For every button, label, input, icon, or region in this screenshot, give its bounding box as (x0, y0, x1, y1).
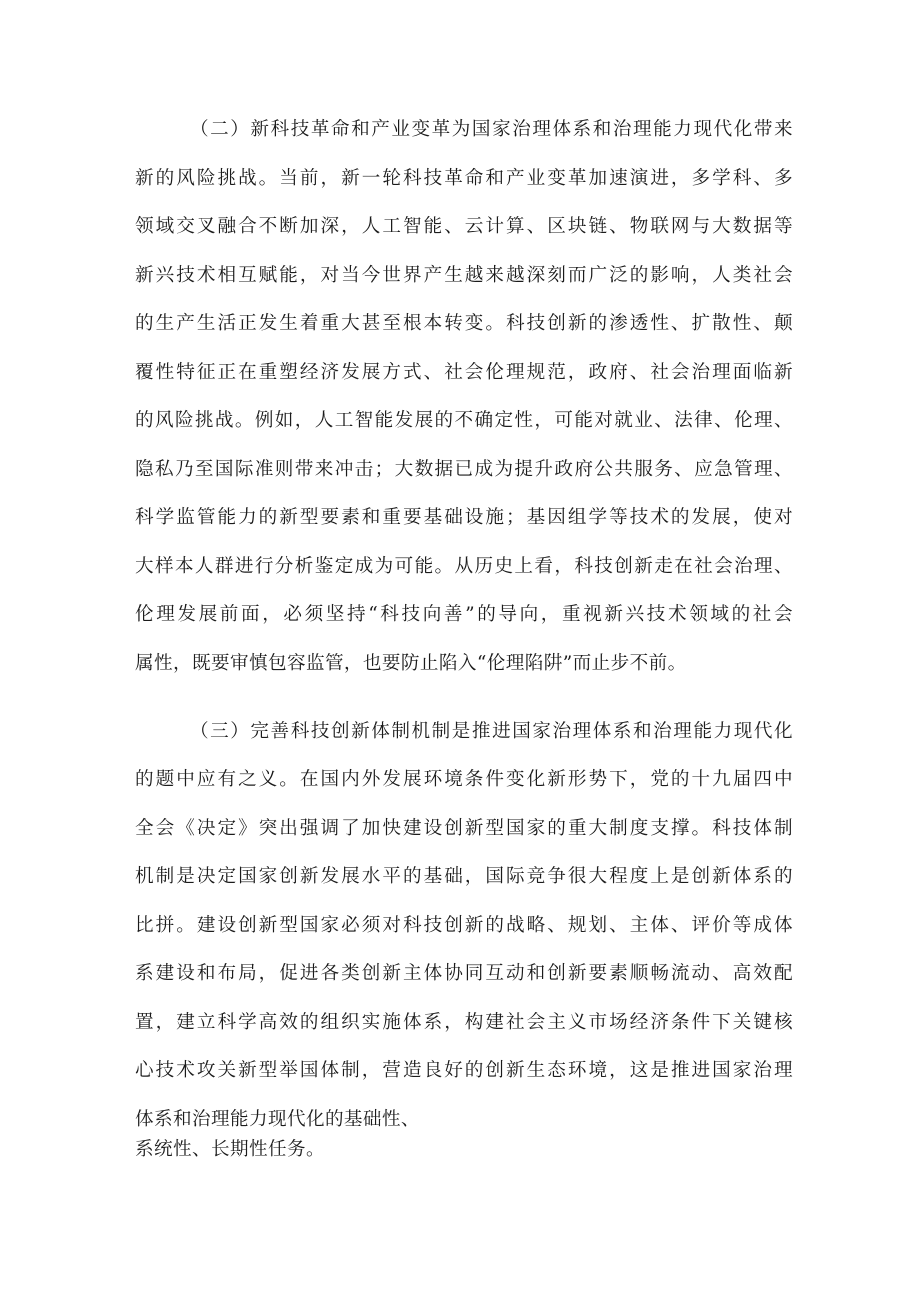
paragraph-3-line-3: 全会《决定》突出强调了加快建设创新型国家的重大制度支撑。科技体制 (135, 818, 793, 839)
paragraph-3-line-4: 机制是决定国家创新发展水平的基础，国际竞争很大程度上是创新体系的 (135, 866, 793, 887)
paragraph-3-line-1: （三）完善科技创新体制机制是推进国家治理体系和治理能力现代化 (190, 721, 793, 742)
paragraph-3-line-8: 心技术攻关新型举国体制，营造良好的创新生态环境，这是推进国家治理 (135, 1060, 793, 1081)
paragraph-2-line-12: 属性，既要审慎包容监管，也要防止陷入“伦理陷阱”而止步不前。 (135, 653, 687, 674)
paragraph-2-line-7: 的风险挑战。例如，人工智能发展的不确定性，可能对就业、法律、伦理、 (135, 410, 793, 431)
paragraph-3-line-6: 系建设和布局，促进各类创新主体协同互动和创新要素顺畅流动、高效配 (135, 963, 793, 984)
paragraph-3-line-10: 系统性、长期性任务。 (135, 1139, 325, 1160)
paragraph-3-line-2: 的题中应有之义。在国内外发展环境条件变化新形势下，党的十九届四中 (135, 769, 793, 790)
paragraph-2-line-3: 领域交叉融合不断加深，人工智能、云计算、区块链、物联网与大数据等 (135, 216, 793, 237)
paragraph-2-line-1: （二）新科技革命和产业变革为国家治理体系和治理能力现代化带来 (190, 119, 793, 140)
paragraph-2-line-9: 科学监管能力的新型要素和重要基础设施；基因组学等技术的发展，使对 (135, 507, 793, 528)
paragraph-2-line-6: 覆性特征正在重塑经济发展方式、社会伦理规范，政府、社会治理面临新 (135, 362, 793, 383)
paragraph-2-line-2: 新的风险挑战。当前，新一轮科技革命和产业变革加速演进，多学科、多 (135, 168, 793, 189)
paragraph-3-line-7: 置，建立科学高效的组织实施体系，构建社会主义市场经济条件下关键核 (135, 1012, 793, 1033)
paragraph-2-line-10: 大样本人群进行分析鉴定成为可能。从历史上看，科技创新走在社会治理、 (135, 556, 793, 577)
paragraph-2-line-8: 隐私乃至国际准则带来冲击；大数据已成为提升政府公共服务、应急管理、 (135, 459, 793, 480)
paragraph-2-line-4: 新兴技术相互赋能，对当今世界产生越来越深刻而广泛的影响，人类社会 (135, 265, 793, 286)
paragraph-3-line-9: 体系和治理能力现代化的基础性、 (135, 1109, 420, 1130)
paragraph-2-line-11: 伦理发展前面，必须坚持“科技向善”的导向，重视新兴技术领域的社会 (135, 604, 793, 625)
paragraph-3-line-5: 比拼。建设创新型国家必须对科技创新的战略、规划、主体、评价等成体 (135, 915, 793, 936)
paragraph-2-line-5: 的生产生活正发生着重大甚至根本转变。科技创新的渗透性、扩散性、颠 (135, 313, 793, 334)
